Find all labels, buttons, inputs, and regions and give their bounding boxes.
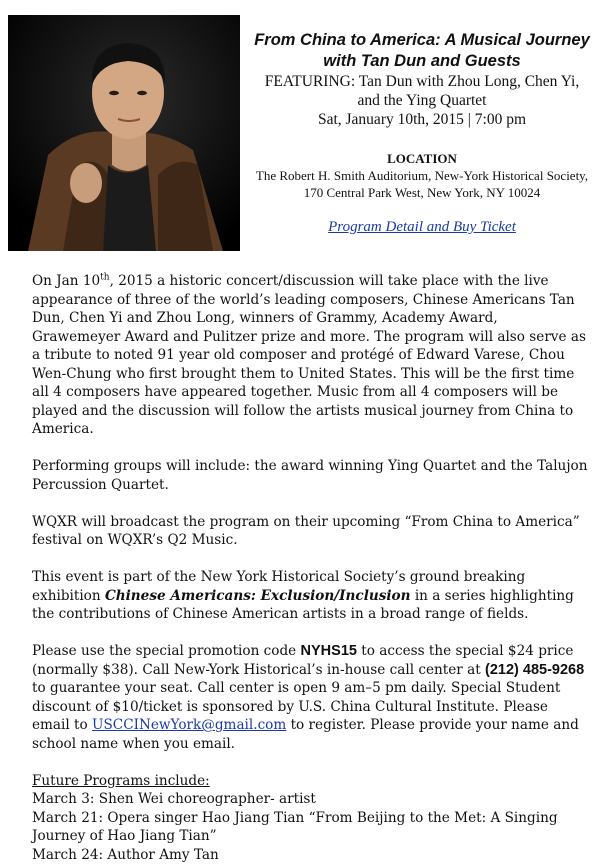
event-header <box>252 30 592 236</box>
future-programs-title: Future Programs include: <box>32 772 210 789</box>
event-title: From China to America: A Musical Journey with Tan Dun and Guests <box>254 31 590 70</box>
location-address: 170 Central Park West, New York, NY 10024 <box>303 185 541 200</box>
location-label: LOCATION <box>387 151 457 166</box>
intro-paragraph: On Jan 10th, 2015 a historic concert/discussion will take place with the live appearance of three of the world’s leading composers, Chinese Americans Tan Dun, Chen Yi and Zhou Long, winners of Grammy, Academy Award, Grawemeyer Award and Pulitzer prize and more. The program will also serve as a tribute to noted 91 year old composer and protégé of Edward Varese, Chou Wen-Chung who first brought them to United States. This will be the first time all 4 composers have appeared together. Music from all 4 composers will be played and the discussion will follow the artists musical journey from China to America. <box>32 272 586 437</box>
future-program-item: March 24: Author Amy Tan <box>32 846 219 863</box>
featuring-line: FEATURING: Tan Dun with Zhou Long, Chen Yi, and the Ying Quartet <box>264 73 580 109</box>
wqxr-paragraph: WQXR will broadcast the program on their upcoming “From China to America” festival on WQXR’s Q2 Music. <box>32 513 580 548</box>
event-description <box>32 272 588 864</box>
phone-number: (212) 485-9268 <box>485 661 585 678</box>
exhibition-paragraph: This event is part of the New York Historical Society’s ground breaking exhibition Chinese Americans: Exclusion/Inclusion in a series highlighting the contributions of Chinese American artists in a broad range of fields. <box>32 569 574 622</box>
promo-paragraph: Please use the special promotion code NYHS15 to access the special $24 price (normally $38). Call New-York Historical’s in-house call center at (212) 485-9268 to guarantee your seat. Call center is open 9 am–5 pm daily. Special Student discount of $10/ticket is sponsored by U.S. China Cultural Institute. Please email to USCCINewYork@gmail.com to register. Please provide your name and school name when you email. <box>32 643 585 752</box>
event-datetime: Sat, January 10th, 2015 | 7:00 pm <box>317 111 527 128</box>
future-program-item: March 21: Opera singer Hao Jiang Tian “From Beijing to the Met: A Singing Journey of Hao Jiang Tian” <box>32 809 558 844</box>
location-venue: The Robert H. Smith Auditorium, New-York Historical Society, <box>255 168 589 183</box>
performers-paragraph: Performing groups will include: the award winning Ying Quartet and the Talujon Percussion Quartet. <box>32 458 588 493</box>
exhibition-name: Chinese Americans: Exclusion/Inclusion <box>104 587 411 604</box>
portrait-image <box>8 15 240 251</box>
future-programs <box>32 772 588 865</box>
promo-code: NYHS15 <box>300 643 357 659</box>
future-program-item: March 3: Shen Wei choreographer- artist <box>32 791 316 807</box>
portrait-photo <box>8 15 240 251</box>
buy-ticket-link[interactable]: Program Detail and Buy Ticket <box>328 219 516 235</box>
email-link[interactable]: USCCINewYork@gmail.com <box>92 717 287 733</box>
